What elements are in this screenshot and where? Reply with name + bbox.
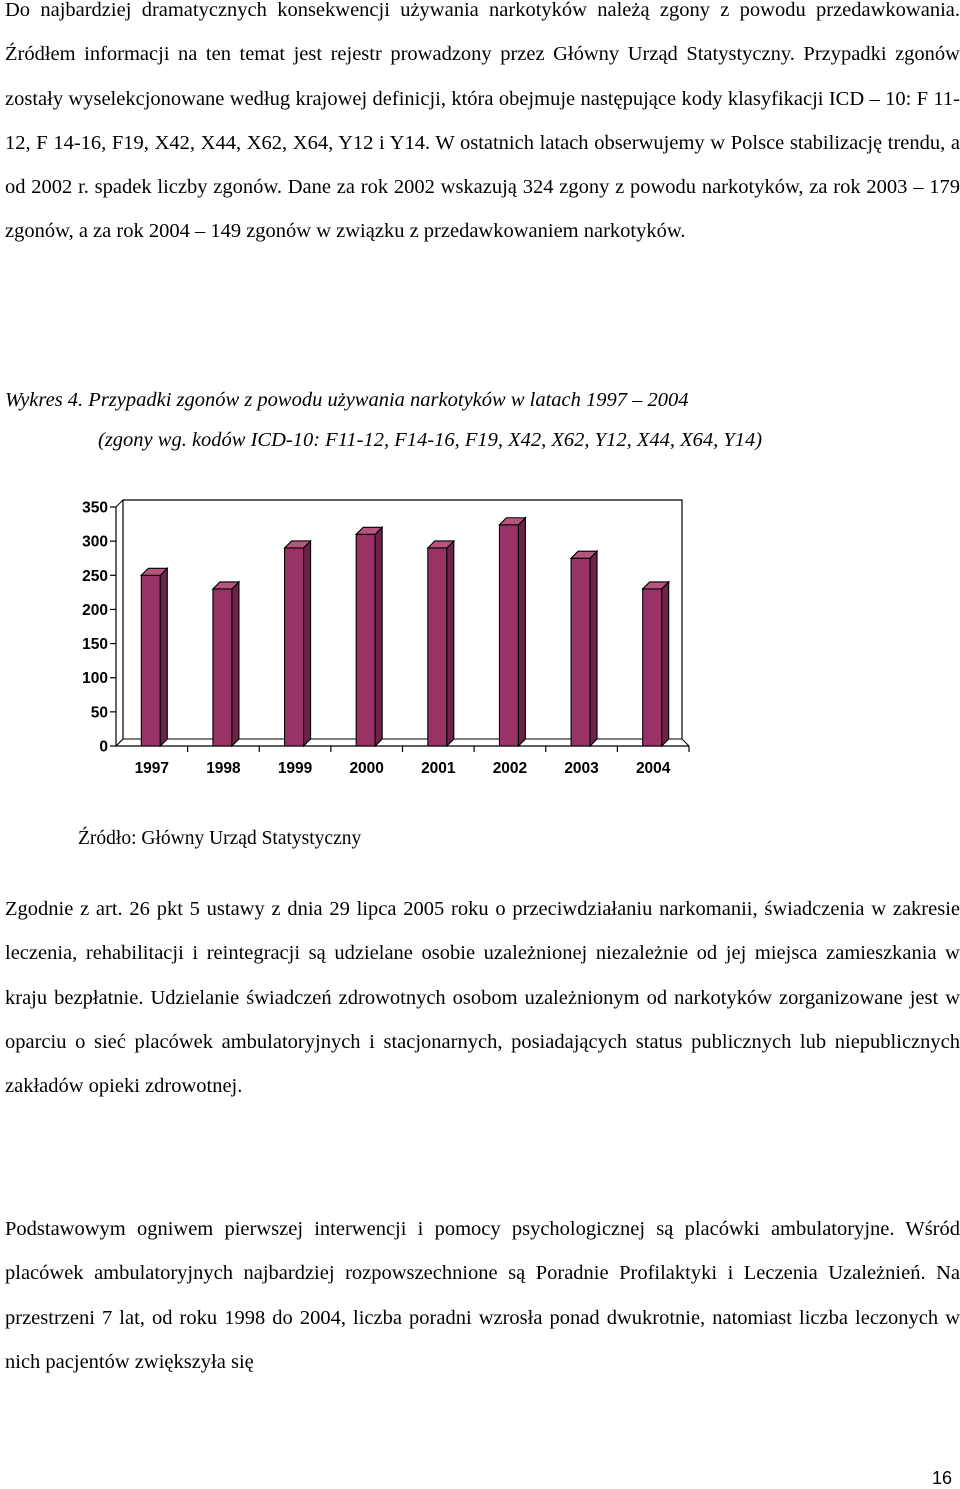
chart-floor-right-edge bbox=[682, 739, 689, 746]
bar-side bbox=[232, 582, 239, 746]
bar-front bbox=[356, 534, 375, 746]
bar-2002 bbox=[499, 518, 525, 746]
bar-2001 bbox=[428, 541, 454, 746]
bar-side bbox=[662, 582, 669, 746]
bar-2004 bbox=[643, 582, 669, 746]
bar-1998 bbox=[213, 582, 239, 746]
bar-side bbox=[590, 551, 597, 746]
y-tick-label: 250 bbox=[82, 567, 108, 585]
x-axis-ticks bbox=[135, 746, 689, 777]
x-tick-label: 2001 bbox=[421, 760, 456, 777]
x-tick-label: 2002 bbox=[492, 760, 528, 777]
y-tick-label: 200 bbox=[82, 601, 108, 619]
bar-front bbox=[428, 548, 447, 746]
bar-front bbox=[571, 558, 590, 746]
bar-chart bbox=[0, 490, 700, 790]
bar-1997 bbox=[141, 568, 167, 746]
bar-front bbox=[285, 548, 304, 746]
bar-2003 bbox=[571, 551, 597, 746]
x-tick-label: 2004 bbox=[635, 760, 671, 777]
y-tick-label: 350 bbox=[82, 499, 108, 517]
chart-source: Źródło: Główny Urząd Statystyczny bbox=[78, 828, 362, 849]
bar-side bbox=[518, 518, 525, 746]
x-tick-label: 1998 bbox=[206, 760, 241, 777]
chart-frame bbox=[116, 500, 689, 746]
bar-side bbox=[447, 541, 454, 746]
chart-bars bbox=[141, 518, 668, 746]
y-tick-label: 100 bbox=[82, 670, 108, 688]
page-number: 16 bbox=[931, 1468, 952, 1488]
y-tick-label: 150 bbox=[82, 636, 108, 654]
bar-side bbox=[304, 541, 311, 746]
y-tick-label: 0 bbox=[99, 738, 108, 756]
bar-front bbox=[499, 525, 518, 746]
bar-front bbox=[643, 589, 662, 746]
x-tick-label: 2000 bbox=[349, 760, 384, 777]
y-axis-top-edge bbox=[116, 500, 123, 507]
x-tick-label: 1997 bbox=[134, 760, 170, 777]
bar-side bbox=[375, 527, 382, 746]
paragraph-treatment-law: Zgodnie z art. 26 pkt 5 ustawy z dnia 29 lipca 2005 roku o przeciwdziałaniu narkomanii, świadczenia w zakresie leczenia, rehabilitacji i reintegracji są udzielane osobie uzależnionej niezależnie od jej miejsca zamieszkania w kraju bezpłatnie. Udzielanie świadczeń zdrowotnych osobom uzależnionym od narkotyków zorganizowane jest w oparciu o sieć placówek ambulatoryjnych i stacjonarnych, posiadających status publicznych lub niepublicznych zakładów opieki zdrowotnej. bbox=[5, 898, 960, 1098]
paragraph-ambulatory-care: Podstawowym ogniwem pierwszej interwencji i pomocy psychologicznej są placówki ambulatoryjne. Wśród placówek ambulatoryjnych najbardziej rozpowszechnione są Poradnie Profilaktyki i Leczenia Uzależnień. Na przestrzeni 7 lat, od roku 1998 do 2004, liczba poradni wzrosła ponad dwukrotnie, natomiast liczba leczonych w nich pacjentów zwiększyła się bbox=[5, 1218, 960, 1373]
bar-2000 bbox=[356, 527, 382, 746]
x-tick-label: 2003 bbox=[564, 760, 599, 777]
y-axis-ticks bbox=[82, 500, 116, 756]
bar-1999 bbox=[285, 541, 311, 746]
bar-side bbox=[160, 568, 167, 746]
x-tick-label: 1999 bbox=[277, 760, 313, 777]
bar-front bbox=[141, 575, 160, 746]
y-tick-label: 50 bbox=[90, 704, 108, 722]
y-tick-label: 300 bbox=[82, 533, 108, 551]
chart-caption-title: Wykres 4. Przypadki zgonów z powodu używania narkotyków w latach 1997 – 2004 bbox=[5, 389, 689, 411]
bar-front bbox=[213, 589, 232, 746]
paragraph-overdose-deaths: Do najbardziej dramatycznych konsekwencji używania narkotyków należą zgony z powodu przedawkowania. Źródłem informacji na ten temat jest rejestr prowadzony przez Główny Urząd Statystyczny. Przypadki zgonów zostały wyselekcjonowane według krajowej definicji, która obejmuje następujące kody klasyfikacji ICD – 10: F 11-12, F 14-16, F19, X42, X44, X62, X64, Y12 i Y14. W ostatnich latach obserwujemy w Polsce stabilizację trendu, a od 2002 r. spadek liczby zgonów. Dane za rok 2002 wskazują 324 zgony z powodu narkotyków, za rok 2003 – 179 zgonów, a za rok 2004 – 149 zgonów w związku z przedawkowaniem narkotyków. bbox=[5, 0, 960, 243]
chart-caption-codes: (zgony wg. kodów ICD-10: F11-12, F14-16, F19, X42, X62, Y12, X44, X64, Y14) bbox=[98, 429, 763, 451]
